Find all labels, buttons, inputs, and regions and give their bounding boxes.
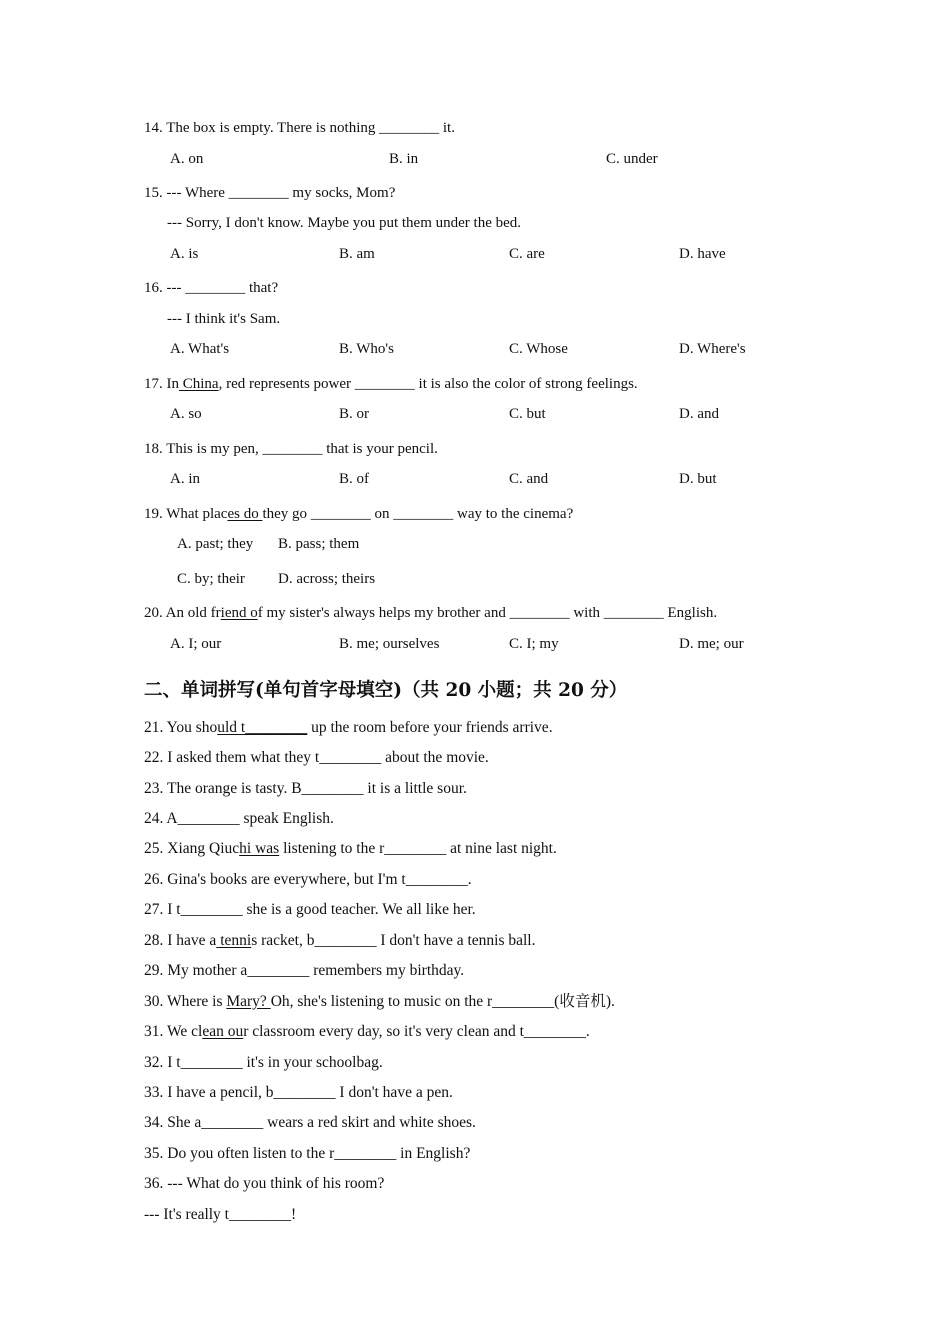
- question-stem: [144, 1175, 384, 1193]
- question-stem: [144, 1206, 296, 1224]
- question-text: 18. This is my pen, ________ that is your pencil.: [144, 441, 438, 457]
- question-text: 27. I t________ she is a good teacher. We all like her.: [144, 901, 476, 918]
- question-text: 35. Do you often listen to the r________ in English?: [144, 1145, 471, 1162]
- answer-option[interactable]: C. are: [509, 246, 545, 262]
- question-text: 24. A________ speak English.: [144, 810, 334, 827]
- question-text: r classroom every day, so it's very clean and t________.: [243, 1023, 590, 1040]
- underlined-text: ean ou: [202, 1023, 244, 1040]
- answer-option[interactable]: A. What's: [170, 341, 230, 357]
- question-text: , red represents power ________ it is also the color of strong feelings.: [218, 376, 638, 392]
- question-stem: [144, 780, 467, 798]
- question-text: 16. --- ________ that?: [144, 280, 279, 296]
- question-text: 15. --- Where ________ my socks, Mom?: [144, 185, 396, 201]
- answer-option[interactable]: A. past; they: [177, 536, 254, 552]
- question-stem: [144, 184, 395, 202]
- question-stem: [144, 749, 489, 767]
- question-text: 20. An old fr: [144, 605, 221, 621]
- answer-option[interactable]: B. me; ourselves: [339, 636, 440, 652]
- question-stem: [144, 1054, 383, 1072]
- answer-option[interactable]: B. am: [339, 246, 375, 262]
- answer-option[interactable]: C. I; my: [509, 636, 559, 652]
- question-stem: [144, 1114, 476, 1132]
- question-stem: [144, 1084, 453, 1102]
- question-stem: [144, 1145, 470, 1163]
- question-stem: [144, 932, 536, 950]
- answer-option[interactable]: C. Whose: [509, 341, 568, 357]
- question-text: 31. We cl: [144, 1023, 203, 1040]
- answer-option[interactable]: B. in: [389, 151, 419, 167]
- question-text: 34. She a________ wears a red skirt and white shoes.: [144, 1114, 476, 1131]
- underlined-text: tenni: [216, 932, 252, 949]
- question-text: listening to the r________ at nine last night.: [279, 840, 557, 857]
- answer-option[interactable]: C. by; their: [177, 571, 245, 587]
- question-text: 32. I t________ it's in your schoolbag.: [144, 1054, 383, 1071]
- question-text: 26. Gina's books are everywhere, but I'm t________.: [144, 871, 472, 888]
- answer-option[interactable]: C. under: [606, 151, 658, 167]
- question-stem: [144, 119, 455, 137]
- answer-option[interactable]: B. pass; them: [278, 536, 360, 552]
- answer-option[interactable]: A. in: [170, 471, 200, 487]
- question-text: 21. You sho: [144, 719, 218, 736]
- answer-option[interactable]: B. Who's: [339, 341, 394, 357]
- question-text: 25. Xiang Qiuc: [144, 840, 240, 857]
- question-text: f my sister's always helps my brother and ________ with ________ English.: [257, 605, 718, 621]
- answer-option[interactable]: D. and: [679, 406, 719, 422]
- question-text: 30. Where is: [144, 993, 227, 1010]
- question-stem: [144, 1023, 590, 1041]
- underlined-text: hi was: [239, 840, 280, 857]
- underlined-text: China: [179, 376, 219, 392]
- question-text: they go ________ on ________ way to the cinema?: [262, 506, 574, 522]
- question-text: 19. What plac: [144, 506, 228, 522]
- question-text: 17. In: [144, 376, 179, 392]
- question-stem: [144, 810, 334, 828]
- question-stem: [144, 962, 464, 980]
- answer-option[interactable]: A. I; our: [170, 636, 222, 652]
- question-text: 23. The orange is tasty. B________ it is a little sour.: [144, 780, 467, 797]
- underlined-text: uld t________: [217, 719, 308, 736]
- answer-option[interactable]: C. and: [509, 471, 549, 487]
- question-text: Oh, she's listening to music on the r________(收音机).: [270, 993, 615, 1010]
- question-stem: [144, 375, 638, 393]
- underlined-text: iend o: [220, 605, 258, 621]
- answer-option[interactable]: B. of: [339, 471, 369, 487]
- answer-option[interactable]: B. or: [339, 406, 369, 422]
- question-text: 36. --- What do you think of his room?: [144, 1175, 385, 1192]
- question-stem: [144, 871, 472, 889]
- question-text: --- It's really t________!: [144, 1206, 297, 1223]
- question-stem: [144, 901, 476, 919]
- answer-option[interactable]: D. but: [679, 471, 717, 487]
- question-text: s racket, b________ I don't have a tennis ball.: [251, 932, 536, 949]
- answer-option[interactable]: A. is: [170, 246, 199, 262]
- question-stem: [144, 505, 573, 523]
- underlined-text: es do: [227, 506, 263, 522]
- question-stem: [144, 840, 557, 858]
- question-stem: [144, 719, 553, 737]
- answer-option[interactable]: D. have: [679, 246, 726, 262]
- dialogue-line: --- Sorry, I don't know. Maybe you put them under the bed.: [167, 215, 522, 231]
- question-text: 33. I have a pencil, b________ I don't have a pen.: [144, 1084, 453, 1101]
- section-heading-word-spelling: 二、单词拼写(单句首字母填空)（共 20 小题；共 20 分）: [144, 680, 628, 701]
- underlined-text: Mary?: [226, 993, 271, 1010]
- question-text: 28. I have a: [144, 932, 217, 949]
- question-text: 29. My mother a________ remembers my birthday.: [144, 962, 465, 979]
- question-text: 14. The box is empty. There is nothing ________ it.: [144, 120, 455, 136]
- answer-option[interactable]: D. Where's: [679, 341, 746, 357]
- answer-option[interactable]: A. so: [170, 406, 202, 422]
- answer-option[interactable]: D. me; our: [679, 636, 744, 652]
- dialogue-line: --- I think it's Sam.: [167, 311, 281, 327]
- question-text: 22. I asked them what they t________ about the movie.: [144, 749, 489, 766]
- question-stem: [144, 993, 615, 1011]
- question-stem: [144, 440, 438, 458]
- answer-option[interactable]: C. but: [509, 406, 546, 422]
- answer-option[interactable]: D. across; theirs: [278, 571, 376, 587]
- question-text: up the room before your friends arrive.: [307, 719, 553, 736]
- question-stem: [144, 279, 278, 297]
- answer-option[interactable]: A. on: [170, 151, 204, 167]
- question-stem: [144, 604, 717, 622]
